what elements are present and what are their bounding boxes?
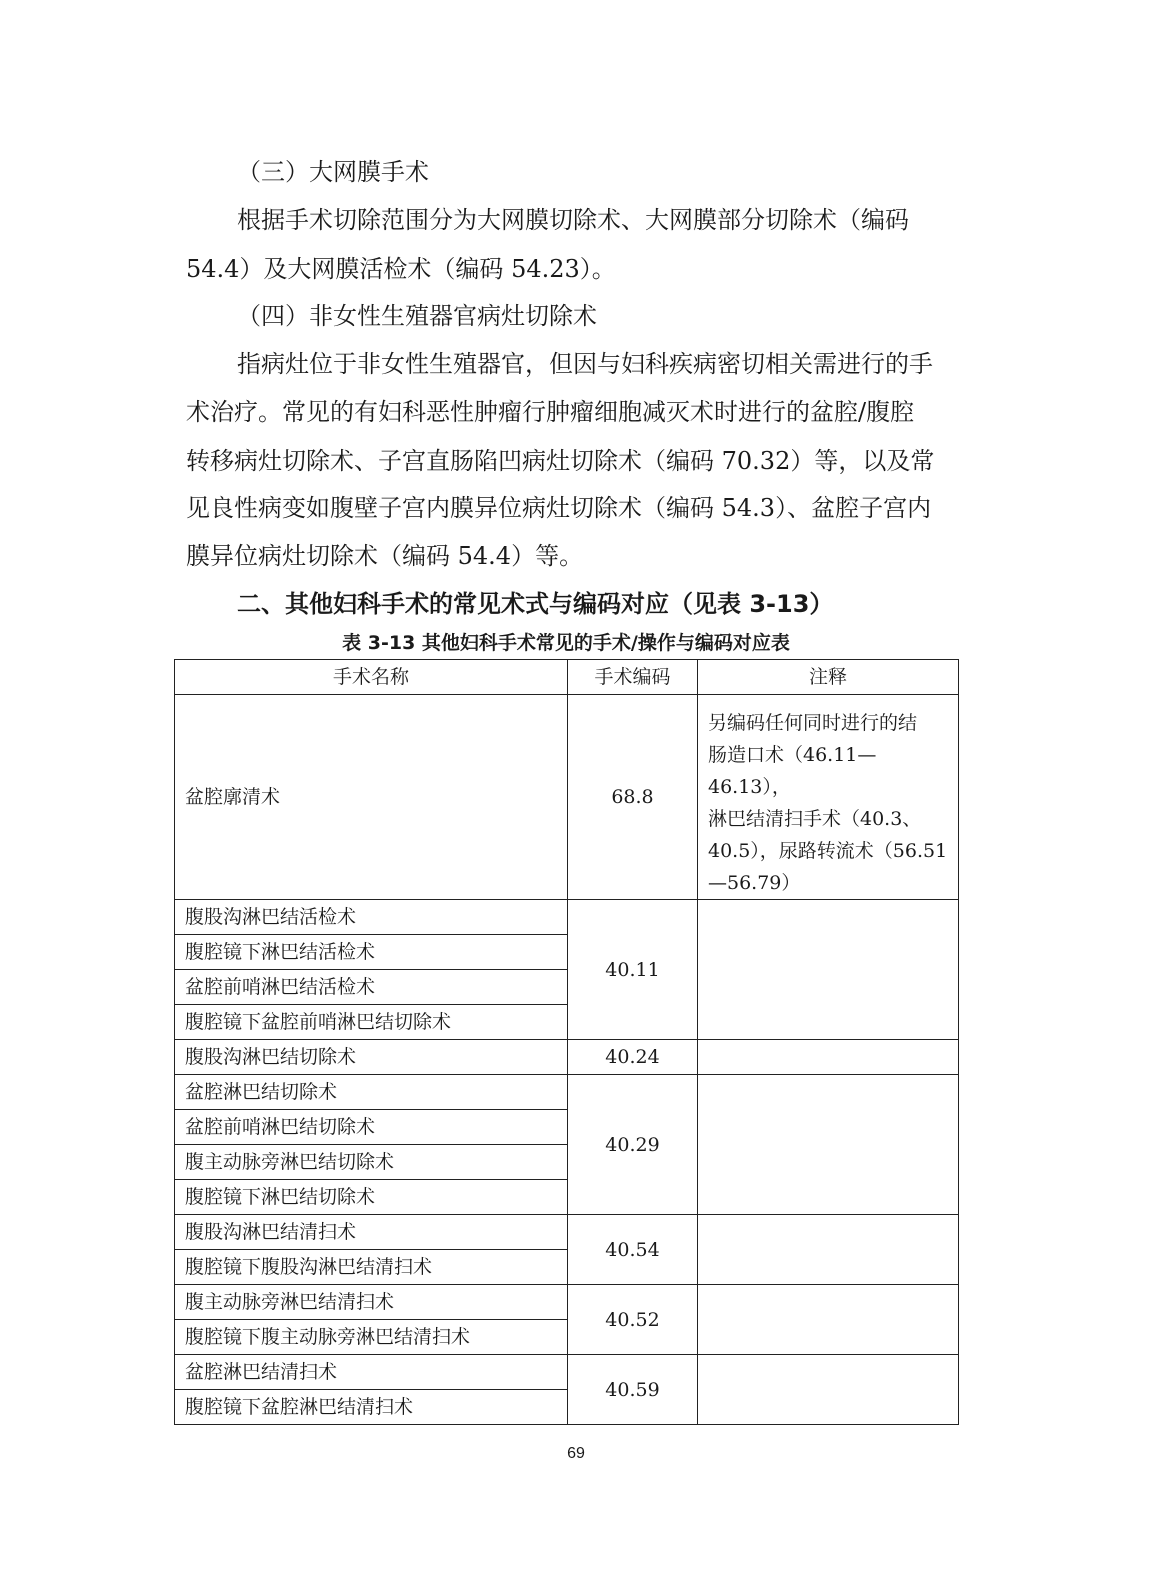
surgery-name-cell: 腹股沟淋巴结活检术	[175, 900, 568, 935]
note-line: 肠造口术（46.11—46.13），	[708, 744, 877, 798]
table-row	[175, 1215, 959, 1250]
paragraph-line: 转移病灶切除术、子宫直肠陷凹病灶切除术（编码 70.32）等，以及常	[186, 447, 935, 475]
surgery-name-cell: 腹腔镜下淋巴结切除术	[175, 1180, 568, 1215]
surgery-code-cell: 68.8	[568, 695, 698, 900]
surgery-name-cell: 腹腔镜下盆腔前哨淋巴结切除术	[175, 1005, 568, 1040]
table-row	[175, 1285, 959, 1320]
paragraph-line: 见良性病变如腹壁子宫内膜异位病灶切除术（编码 54.3）、盆腔子宫内	[186, 494, 932, 522]
table-caption: 表 3-13 其他妇科手术常见的手术/操作与编码对应表	[342, 632, 790, 654]
note-cell	[698, 1285, 959, 1355]
surgery-name-cell: 腹腔镜下腹股沟淋巴结清扫术	[175, 1250, 568, 1285]
table-row	[175, 1355, 959, 1390]
note-cell	[698, 1355, 959, 1425]
note-cell	[698, 695, 959, 900]
surgery-code-cell: 40.59	[568, 1355, 698, 1425]
surgery-code-cell: 40.11	[568, 900, 698, 1040]
surgery-name-cell: 腹腔镜下淋巴结活检术	[175, 935, 568, 970]
note-line: 淋巴结清扫手术（40.3、	[708, 808, 922, 830]
page-number: 69	[567, 1445, 585, 1462]
surgery-name-cell: 腹股沟淋巴结切除术	[175, 1040, 568, 1075]
surgery-name-cell: 腹股沟淋巴结清扫术	[175, 1215, 568, 1250]
surgery-name-cell: 盆腔廓清术	[175, 695, 568, 900]
note-cell	[698, 1040, 959, 1075]
surgery-name-cell: 腹腔镜下腹主动脉旁淋巴结清扫术	[175, 1320, 568, 1355]
note-line: 另编码任何同时进行的结	[708, 712, 918, 734]
table-row	[175, 1075, 959, 1110]
surgery-code-cell: 40.24	[568, 1040, 698, 1075]
header-note: 注释	[698, 660, 959, 695]
surgery-name-cell: 腹主动脉旁淋巴结切除术	[175, 1145, 568, 1180]
paragraph-line: 指病灶位于非女性生殖器官，但因与妇科疾病密切相关需进行的手	[237, 350, 933, 378]
surgery-name-cell: 盆腔淋巴结切除术	[175, 1075, 568, 1110]
table-header-row	[175, 660, 959, 695]
section-heading-omentum: （三）大网膜手术	[237, 158, 429, 186]
note-cell	[698, 1215, 959, 1285]
surgery-code-cell: 40.54	[568, 1215, 698, 1285]
section-heading-other-surgery: 二、其他妇科手术的常见术式与编码对应（见表 3-13）	[237, 590, 834, 618]
surgery-code-cell: 40.52	[568, 1285, 698, 1355]
table-row	[175, 695, 959, 900]
paragraph-line: 膜异位病灶切除术（编码 54.4）等。	[186, 542, 584, 570]
surgery-code-table	[174, 659, 959, 1425]
note-line: —56.79）	[708, 872, 801, 894]
paragraph-line: 根据手术切除范围分为大网膜切除术、大网膜部分切除术（编码	[237, 206, 909, 234]
note-line: 40.5），尿路转流术（56.51	[708, 840, 948, 862]
paragraph-line: 术治疗。常见的有妇科恶性肿瘤行肿瘤细胞减灭术时进行的盆腔/腹腔	[186, 398, 915, 426]
paragraph-line: 54.4）及大网膜活检术（编码 54.23）。	[186, 255, 616, 283]
surgery-name-cell: 腹腔镜下盆腔淋巴结清扫术	[175, 1390, 568, 1425]
table-row	[175, 1040, 959, 1075]
surgery-name-cell: 盆腔前哨淋巴结切除术	[175, 1110, 568, 1145]
surgery-name-cell: 腹主动脉旁淋巴结清扫术	[175, 1285, 568, 1320]
surgery-name-cell: 盆腔淋巴结清扫术	[175, 1355, 568, 1390]
surgery-name-cell: 盆腔前哨淋巴结活检术	[175, 970, 568, 1005]
header-code: 手术编码	[568, 660, 698, 695]
note-cell	[698, 900, 959, 1040]
table-row	[175, 900, 959, 935]
note-cell	[698, 1075, 959, 1215]
header-name: 手术名称	[175, 660, 568, 695]
surgery-code-cell: 40.29	[568, 1075, 698, 1215]
section-heading-non-genital: （四）非女性生殖器官病灶切除术	[237, 302, 597, 330]
